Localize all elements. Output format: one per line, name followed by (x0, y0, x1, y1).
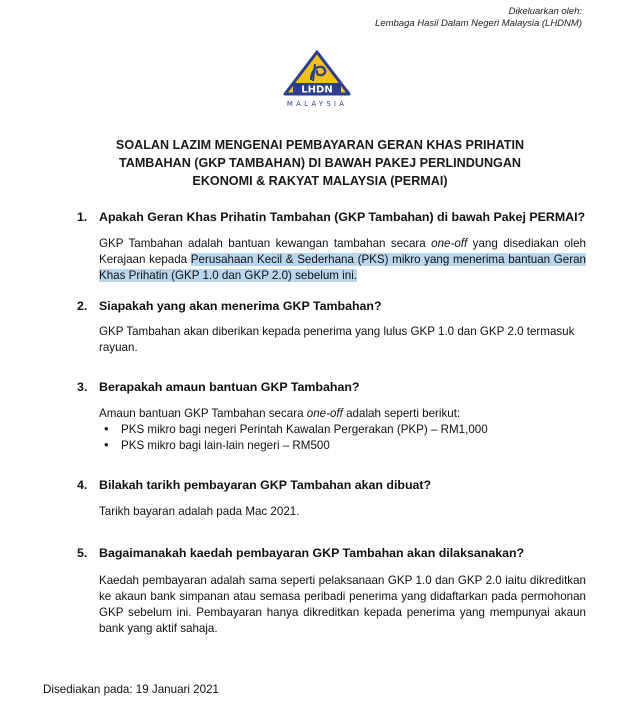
question-5 (77, 545, 524, 561)
question-number: 4. (77, 478, 88, 492)
answer-intro (99, 406, 586, 422)
highlighted-text[interactable]: Perusahaan Kecil & Sederhana (PKS) mikro yang menerima bantuan Geran Khas Prihatin (GKP 1.0 dan GKP 2.0) sebelum ini. (99, 253, 587, 282)
prepared-date: Disediakan pada: 19 Januari 2021 (43, 683, 219, 696)
answer-italic: one-off (306, 407, 343, 420)
question-text: Bagaimanakah kaedah pembayaran GKP Tambahan akan dilaksanakan? (99, 546, 525, 560)
question-number: 3. (77, 380, 88, 394)
question-text: Berapakah amaun bantuan GKP Tambahan? (99, 380, 360, 394)
issuer-name: Lembaga Hasil Dalam Negeri Malaysia (LHDNM) (375, 18, 582, 29)
question-text: Siapakah yang akan menerima GKP Tambahan? (99, 299, 382, 313)
title-line: EKONOMI & RAKYAT MALAYSIA (PERMAI) (192, 174, 448, 188)
question-text: Bilakah tarikh pembayaran GKP Tambahan akan dibuat? (99, 478, 432, 492)
question-number: 2. (77, 299, 88, 313)
answer-text: GKP Tambahan adalah bantuan kewangan tambahan secara (99, 237, 432, 250)
question-1 (77, 209, 585, 225)
question-2 (77, 298, 382, 314)
answer-2: GKP Tambahan akan diberikan kepada penerima yang lulus GKP 1.0 dan GKP 2.0 termasuk rayuan. (99, 325, 575, 354)
answer-5: Kaedah pembayaran adalah sama seperti pelaksanaan GKP 1.0 dan GKP 2.0 iaitu dikreditkan ke akaun bank simpanan atau semasa peribadi penerima yang didaftarkan pada permohonan GKP sebelum ini. Pembayaran hanya dikreditkan kepada penerima yang mempunyai akaun bank yang aktif sahaja. (99, 574, 586, 635)
answer-1 (99, 236, 586, 284)
answer-text: Amaun bantuan GKP Tambahan secara (99, 407, 307, 420)
question-4 (77, 477, 431, 493)
question-number: 5. (77, 546, 88, 560)
answer-4: Tarikh bayaran adalah pada Mac 2021. (99, 505, 300, 518)
title-line: SOALAN LAZIM MENGENAI PEMBAYARAN GERAN KHAS PRIHATIN (115, 138, 525, 152)
answer-italic: one-off (431, 237, 468, 250)
amount-list (99, 422, 586, 454)
issuer-label: Dikeluarkan oleh: (508, 6, 582, 17)
answer-text: adalah seperti berikut: (342, 407, 461, 420)
logo-sub-text: MALAYSIA (286, 100, 348, 108)
list-item: • PKS mikro bagi negeri Perintah Kawalan Pergerakan (PKP) – RM1,000 (99, 422, 586, 438)
question-number: 1. (77, 210, 88, 224)
issuer-block (375, 6, 582, 30)
title-line: TAMBAHAN (GKP TAMBAHAN) DI BAWAH PAKEJ PERLINDUNGAN (118, 156, 522, 170)
lhdn-logo (271, 50, 363, 110)
page-title (90, 136, 550, 190)
answer-3 (99, 406, 586, 454)
lhdn-logo-emblem (271, 50, 363, 110)
question-3 (77, 379, 360, 395)
logo-main-text: LHDN (301, 84, 333, 96)
question-text: Apakah Geran Khas Prihatin Tambahan (GKP Tambahan) di bawah Pakej PERMAI? (99, 210, 586, 224)
list-item: • PKS mikro bagi lain-lain negeri – RM500 (99, 438, 586, 454)
answer-text: yang disediakan oleh Kerajaan kepada (99, 237, 586, 266)
